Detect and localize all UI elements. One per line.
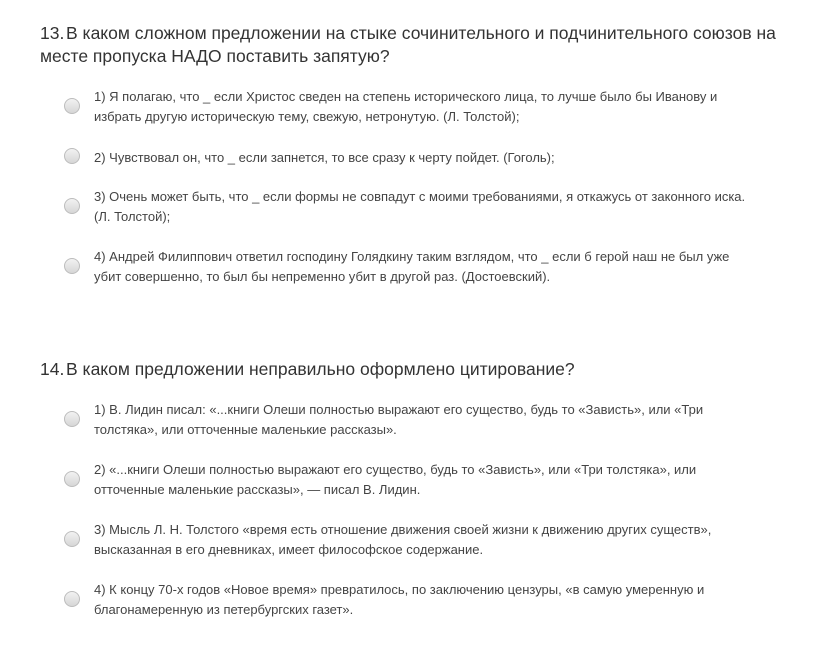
question-title (40, 22, 780, 68)
option-text: 3) Мысль Л. Н. Толстого «время есть отношение движения своей жизни к движению других существ», высказанная в его дневниках, имеет философское содержание. (94, 522, 712, 557)
option-text: 4) Андрей Филиппович ответил господину Голядкину таким взглядом, что _ если б герой наш не был уже убит совершенно, то был бы непременно убит в другой раз. (Достоевский). (94, 249, 730, 284)
radio-button[interactable] (64, 531, 80, 547)
radio-button[interactable] (64, 258, 80, 274)
radio-button[interactable] (64, 411, 80, 427)
radio-button[interactable] (64, 591, 80, 607)
question-number: 14. (40, 359, 65, 379)
radio-button[interactable] (64, 98, 80, 114)
question-number: 13. (40, 23, 65, 43)
radio-button[interactable] (64, 198, 80, 214)
option-text: 3) Очень может быть, что _ если формы не совпадут с моими требованиями, я откажусь от законного иска. (Л. Толстой); (94, 189, 746, 224)
radio-button[interactable] (64, 471, 80, 487)
option-text: 1) Я полагаю, что _ если Христос сведен на степень исторического лица, то лучше было бы Иванову и избрать другую историческую тему, свежую, нетронутую. (Л. Толстой); (94, 89, 718, 124)
option-text: 2) Чувствовал он, что _ если запнется, то все сразу к черту пойдет. (Гоголь); (94, 150, 555, 165)
option-text: 2) «...книги Олеши полностью выражают его существо, будь то «Зависть», или «Три толстяка», или отточенные маленькие рассказы», — писал В. Лидин. (94, 462, 697, 497)
question-text: В каком предложении неправильно оформлено цитирование? (66, 359, 575, 379)
option-text: 4) К концу 70-х годов «Новое время» превратилось, по заключению цензуры, «в самую умеренную и благонамеренную из петербургских газет». (94, 582, 705, 617)
question-text: В каком сложном предложении на стыке сочинительного и подчинительного союзов на месте пропуска НАДО поставить запятую? (40, 23, 776, 66)
question-title (40, 358, 780, 381)
radio-button[interactable] (64, 148, 80, 164)
option-text: 1) В. Лидин писал: «...книги Олеши полностью выражают его существо, будь то «Зависть», или «Три толстяка», или отточенные маленькие рассказы». (94, 402, 704, 437)
